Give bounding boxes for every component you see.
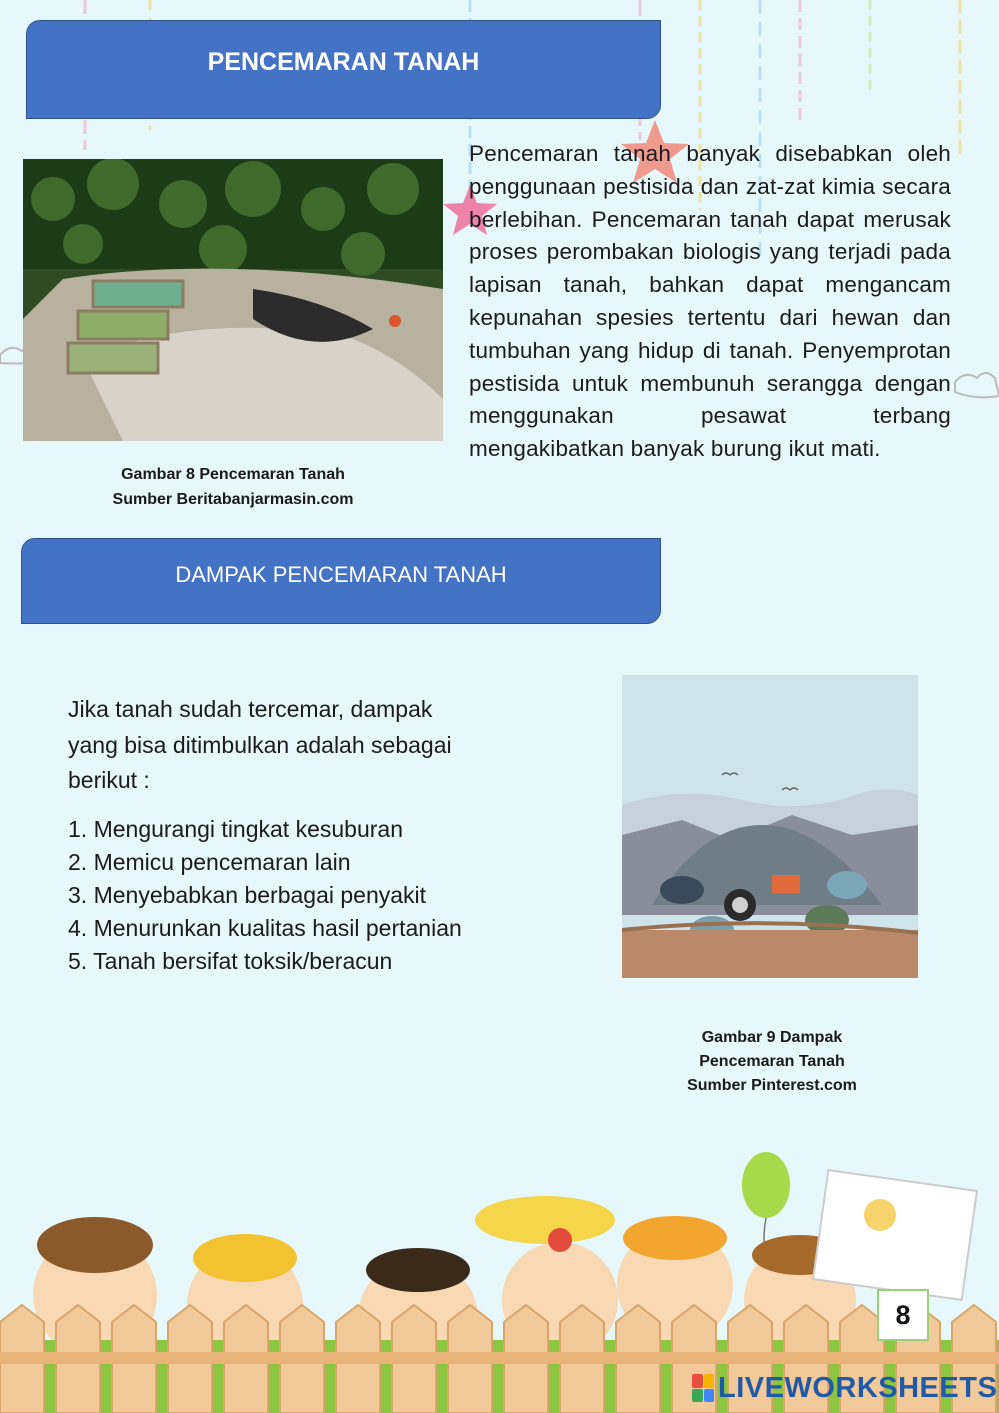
section-title-banner bbox=[21, 538, 661, 624]
caption-source: Sumber Beritabanjarmasin.com bbox=[112, 491, 354, 508]
logo-text: LIVEWORKSHEETS bbox=[718, 1371, 998, 1404]
intro-paragraph: Jika tanah sudah tercemar, dampak yang bisa ditimbulkan adalah sebagai berikut : bbox=[68, 696, 452, 793]
liveworksheets-logo[interactable] bbox=[692, 1370, 997, 1406]
list-item: 4. Menurunkan kualitas hasil pertanian bbox=[68, 915, 462, 941]
caption-title: Gambar 8 Pencemaran Tanah bbox=[121, 466, 345, 483]
figure-caption bbox=[622, 1026, 922, 1098]
list-item: 5. Tanah bersifat toksik/beracun bbox=[68, 948, 393, 974]
body-paragraph: Pencemaran tanah banyak disebabkan oleh penggunaan pestisida dan zat-zat kimia secara berlebihan. Pencemaran tanah dapat merusak proses perombakan biologis yang terjadi pada lapisan tanah, bahkan dapat mengancam kepunahan spesies tertentu dari hewan dan tumbuhan yang hidup di tanah. Penyemprotan pestisida untuk membunuh serangga dengan menggunakan pesawat terbang mengakibatkan banyak burung ikut mati. bbox=[469, 141, 951, 462]
pollution-impact-illustration bbox=[622, 675, 918, 978]
impact-list bbox=[68, 813, 488, 978]
liveworksheets-icon bbox=[692, 1374, 714, 1402]
section-title: PENCEMARAN TANAH bbox=[207, 48, 480, 76]
caption-source: Sumber Pinterest.com bbox=[687, 1077, 857, 1094]
page-number: 8 bbox=[877, 1289, 929, 1341]
figure-caption bbox=[23, 462, 443, 512]
list-item: 1. Mengurangi tingkat kesuburan bbox=[68, 816, 403, 842]
list-item: 2. Memicu pencemaran lain bbox=[68, 849, 351, 875]
caption-title-continued: Pencemaran Tanah bbox=[699, 1053, 845, 1070]
soil-pollution-photo bbox=[23, 159, 443, 441]
caption-title: Gambar 9 Dampak bbox=[701, 1029, 843, 1046]
section-title: DAMPAK PENCEMARAN TANAH bbox=[175, 562, 507, 587]
section-title-banner bbox=[26, 20, 661, 119]
list-item: 3. Menyebabkan berbagai penyakit bbox=[68, 882, 427, 908]
